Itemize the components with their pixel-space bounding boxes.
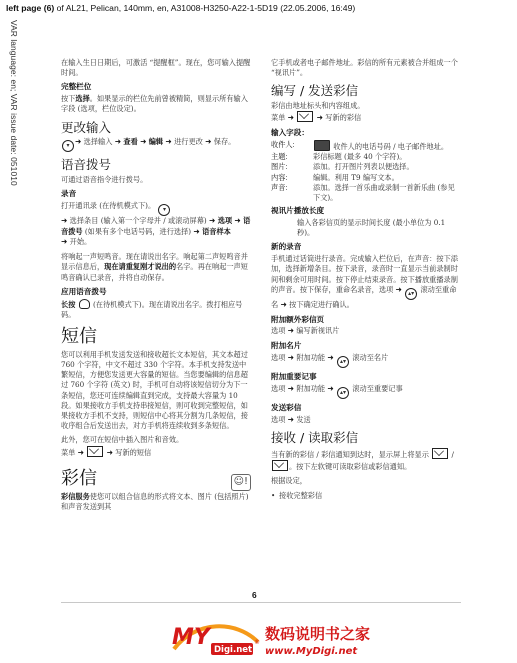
menu-label: 编辑	[148, 137, 164, 147]
paragraph	[61, 137, 251, 152]
new-message-icon	[432, 448, 448, 459]
right-arrow-icon: ➜	[287, 414, 295, 424]
heading-input-fields: 输入字段：	[271, 128, 309, 138]
navigation-key-icon: ▾	[62, 140, 74, 152]
text: (在待机模式下)。现在请说出名字。拨打相应号码。	[61, 299, 243, 319]
right-arrow-icon: ➜	[327, 352, 334, 362]
text: 附加功能	[294, 352, 328, 362]
paragraph	[61, 435, 251, 458]
right-arrow-icon: ➜	[193, 226, 200, 236]
text: 开始。	[67, 237, 92, 247]
paragraph	[271, 384, 461, 399]
text: (如果有多个电话号码，进行选择)	[82, 226, 194, 236]
heading-add-reminder: 附加重要记事	[271, 371, 317, 381]
field-value: 添加。选择一首乐曲或录制一首新乐曲 (参见下文)。	[313, 182, 455, 202]
text: 选择条目 (输入第一个字母并 / 或滚动屏幕)	[67, 215, 210, 225]
field-key: 主题:	[271, 152, 288, 162]
right-arrow-icon: ➜	[75, 137, 82, 147]
heading-sms: 短信	[61, 326, 97, 348]
text: 使您可以组合信息的形式将文本、图片 (包括照片) 和声音发送到其	[61, 492, 249, 512]
paragraph	[271, 353, 461, 368]
brand-small: Digi.net	[214, 645, 253, 655]
right-arrow-icon: ➜	[209, 215, 216, 225]
softkey-label: 选择	[75, 94, 90, 104]
text: 彩信由地址标头和内容组成。	[271, 101, 365, 111]
text: 菜单	[61, 447, 78, 457]
paragraph	[271, 415, 461, 426]
text: 编写新视讯片	[294, 326, 340, 336]
right-arrow-icon: ➜	[287, 113, 295, 123]
paragraph	[61, 201, 251, 248]
text: 选项	[271, 383, 288, 393]
key-instruction: 长按	[61, 299, 76, 309]
right-arrow-icon: ➜	[287, 326, 295, 336]
right-arrow-icon: ➜	[287, 383, 295, 393]
right-arrow-icon: ➜	[316, 113, 324, 123]
svg-text:MY: MY	[172, 625, 210, 650]
heading-complete-fields: 完整栏位	[61, 82, 92, 92]
paragraph: 输入各彩信页的显示时间长度 (最小单位为 0.1 秒)。	[297, 217, 446, 238]
field-key: 内容:	[271, 172, 288, 182]
paragraph	[61, 252, 251, 283]
text: 滚动至重要记事	[350, 383, 403, 393]
right-arrow-icon: ➜	[140, 137, 147, 147]
right-arrow-icon: ➜	[327, 383, 334, 393]
paragraph: 可通过语音指令进行拨号。	[61, 174, 148, 184]
text: 附加功能	[294, 383, 328, 393]
text: 滚动至名片	[350, 352, 389, 362]
right-arrow-icon: ➜	[395, 284, 402, 294]
text: 此外，您可在短信中插入图片和音效。	[61, 435, 184, 445]
menu-label: 选项	[217, 215, 233, 225]
print-header	[6, 3, 511, 13]
paragraph: 当有新的彩信 / 彩信通知到达时，显示屏上将显示 / 。按下左软键可读取彩信或彩信通知。	[271, 449, 454, 472]
paragraph	[61, 94, 251, 114]
text: 写新的短信	[113, 447, 152, 457]
paragraph: 根据设定，	[271, 476, 307, 486]
mms-heading-row	[61, 462, 251, 492]
text: 保存。	[213, 137, 236, 147]
text: 按下确定进行确认。	[286, 299, 354, 309]
heading-mms: 彩信	[61, 468, 97, 490]
text: 进行更改	[171, 137, 206, 147]
text: 打开通讯录 (在待机模式下)。	[61, 200, 156, 210]
text: 彩信服务	[61, 492, 90, 502]
text: 。如果显示的栏位先前曾被精简，则显示所有输入字段 (选项，栏位设定)。	[61, 94, 248, 114]
field-key: 图片:	[271, 162, 288, 172]
mms-icon: ☺!	[231, 474, 251, 490]
right-arrow-icon: ➜	[205, 137, 212, 147]
navigation-key-icon: ▴▾	[405, 288, 417, 300]
new-message-icon	[272, 460, 288, 471]
header-label-rest: of AL21, Pelican, 140mm, en, A31008-H3250-A22-1-5D19 (22.05.2006, 16:49)	[54, 3, 356, 13]
registered-mark: ®	[254, 639, 260, 646]
paragraph	[271, 254, 461, 310]
text: 滚动至重命名	[271, 284, 457, 309]
field-value: 编辑。利用 T9 编写文本。	[313, 172, 399, 182]
text: 将响起一声短鸣音。现在请说出名字。响起第二声短鸣音并显示信息后，	[61, 252, 248, 272]
text: 菜单	[271, 113, 288, 123]
var-sidebar: VAR language: en; VAR issue date: 051010	[9, 20, 19, 186]
right-arrow-icon: ➜	[287, 352, 295, 362]
brand-chinese: 数码说明书之家	[265, 625, 371, 643]
paragraph: 在输入生日日期后，可激活 “提醒框”。现在，您可输入提醒时间。	[61, 58, 251, 78]
text: 。按下左软键可读取彩信或彩信通知。	[289, 462, 412, 472]
menu-label: 语音样本	[202, 226, 231, 236]
field-value: 添加。打开图片列表以便选择。	[313, 162, 414, 172]
text: 写新的彩信	[323, 113, 362, 123]
text: 选项	[271, 352, 288, 362]
field-key: 收件人:	[271, 139, 295, 149]
mms-address-icon	[314, 140, 330, 151]
heading-add-card: 附加名片	[271, 341, 302, 351]
mydigi-logo	[166, 616, 466, 660]
footer-rule	[61, 602, 461, 603]
right-arrow-icon: ➜	[61, 237, 68, 247]
heading-new-recording: 新的录音	[271, 242, 302, 252]
text: 选项	[271, 326, 288, 336]
right-column	[271, 58, 461, 505]
envelope-icon	[297, 111, 313, 122]
paragraph	[61, 299, 251, 320]
list-item: • 接收完整彩信	[271, 491, 461, 501]
page-number: 6	[252, 590, 257, 600]
paragraph	[271, 101, 461, 124]
text: 发送	[294, 414, 311, 424]
heading-voice-dialing: 语音拨号	[61, 157, 112, 173]
right-arrow-icon: ➜	[61, 215, 68, 225]
field-value	[313, 140, 461, 152]
navigation-key-icon: ▴▾	[337, 387, 349, 399]
heading-add-page: 附加额外彩信页	[271, 314, 325, 324]
display-message: 现在请重复刚才说出的	[104, 262, 177, 272]
field-value: 彩信标题 (最多 40 个字符)。	[313, 152, 407, 162]
right-arrow-icon: ➜	[234, 215, 241, 225]
paragraph: 您可以利用手机发送发送和接收超长文本短信，其文本超过 760 个字符，中文不超过 330 个字符。本手机支持发送中繁短信，方便您发送更大容量的短信。当您要编辑的信息超过 760 个字符 (英文) 时，手机可自动将该短信切分为下一条短信，您还可连续编辑直到完成，支持最大容量为 10 段。如果接收方手机支持串接短信，则可收到完整短信，如果接收方手机不支持，则短信中心将其分割为几条短信，接收序组合后发送出去，对方手机将连续收到多条短信。	[61, 349, 248, 431]
soft-key-icon	[79, 299, 90, 309]
text: 选择输入	[81, 137, 115, 147]
field-key: 声音:	[271, 182, 288, 192]
brand-url: www.MyDigi.net	[265, 646, 358, 657]
header-label-bold: left page (6)	[6, 3, 55, 13]
navigation-key-icon: ▾	[158, 204, 170, 216]
text: 按下	[61, 94, 76, 104]
menu-label: 查看	[123, 137, 138, 147]
right-arrow-icon: ➜	[77, 447, 85, 457]
paragraph: 它手机或者电子邮件地址。彩信的所有元素被合并组成一个 “视讯片”。	[271, 58, 458, 78]
heading-slide-length: 视讯片播放长度	[271, 206, 325, 216]
heading-change-entry: 更改输入	[61, 119, 112, 135]
envelope-icon	[87, 446, 103, 457]
paragraph	[61, 492, 251, 512]
navigation-key-icon: ▴▾	[337, 356, 349, 368]
heading-record: 录音	[61, 189, 77, 199]
input-field-table	[271, 140, 461, 203]
heading-write-send-mms: 编写 / 发送彩信	[271, 83, 359, 99]
heading-send-mms: 发送彩信	[271, 402, 302, 412]
paragraph	[271, 326, 461, 337]
left-column	[61, 58, 251, 517]
text: 手机通过话筒进行录音。完成输入栏位后，在声音：按下添加，选择新增条目。按下录音，录音时一直显示当前录制时间和剩余可用时间。按下停止结束录音。按下播放重播录制的声音。按下保存，重命名录音，选项	[271, 254, 458, 294]
right-arrow-icon: ➜	[280, 299, 287, 309]
text: 当有新的彩信 / 彩信通知到达时，显示屏上将显示	[271, 449, 432, 459]
text: 名字。再在响起一声短鸣音确认已录音，并将自动保存。	[61, 262, 248, 282]
text: 收件人的电话号码 / 电子邮件地址。	[333, 141, 449, 151]
right-arrow-icon: ➜	[106, 447, 114, 457]
menu-label: 语音拨号	[61, 215, 251, 236]
right-arrow-icon: ➜	[165, 137, 172, 147]
right-arrow-icon: ➜	[114, 137, 122, 147]
heading-use-voice-dialing: 应用语音拨号	[61, 286, 107, 296]
text: 选项	[271, 414, 288, 424]
heading-receive-mms: 接收 / 读取彩信	[271, 430, 359, 446]
